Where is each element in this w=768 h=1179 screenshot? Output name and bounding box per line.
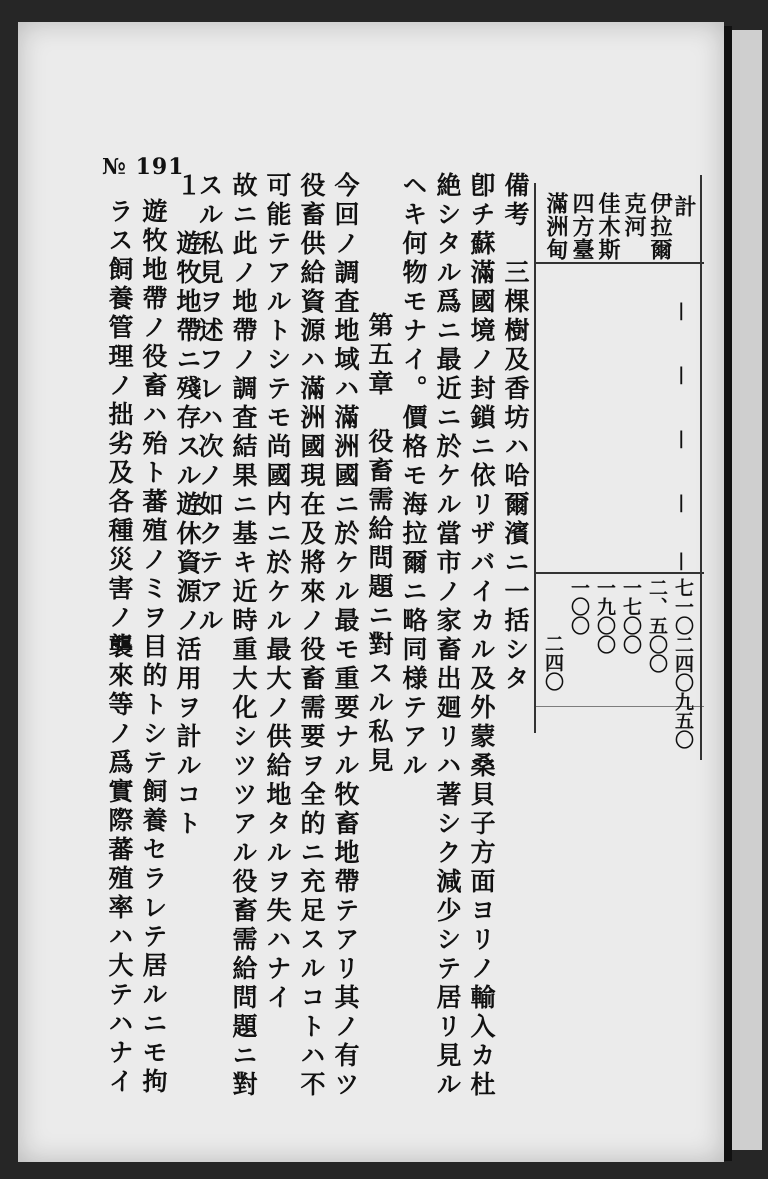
total-value-1: 七一〇二四〇九五〇 [672,578,694,749]
book-next-page-edge [732,30,762,1150]
chapter-heading: 第五章 役畜需給問題ニ對スル私見 [365,312,394,776]
section-heading-1: １ 遊牧地帶ニ殘存スル遊休資源ノ活用ヲ計ルコト [173,172,202,839]
text-line-12: 遊牧地帶ノ役畜ハ殆ト蕃殖ノミヲ目的トシテ飼養セラレテ居ルニモ拘 [139,198,168,1097]
total-value-6: 二四〇 [542,634,564,691]
table-dash-1: | [678,300,685,321]
text-line-9: 故ニ此ノ地帶ノ調査結果ニ基キ近時重大化シツツアル役畜需給問題ニ對 [229,172,258,1100]
row-label-5: 滿洲甸 [543,192,569,261]
total-value-2: 二、五〇〇 [646,578,668,673]
text-line-6: 今回ノ調査地域ハ滿洲國ニ於ケル最モ重要ナル牧畜地帶テアリ其ノ有ツ [331,172,360,1100]
text-line-2: 卽チ蘇滿國境ノ封鎖ニ依リザバイカル及外蒙桑貝子方面ヨリノ輸入カ杜 [467,172,496,1100]
text-line-8: 可能テアルトシテモ尚國内ニ於ケル最大ノ供給地タルヲ失ハナイ [263,172,292,1013]
row-label-2: 克河 [621,192,647,238]
table-total-rule [536,572,704,574]
note-line-1: 備考 三棵樹及香坊ハ哈爾濱ニ一括シタ [501,172,530,694]
table-header-rule [536,262,704,264]
table-top-rule [534,183,536,733]
row-label-3: 佳木斯 [595,192,621,261]
text-line-10: スル私見ヲ述フレハ次ノ如クテアル [195,172,224,636]
total-value-5: 一〇〇 [568,578,590,635]
text-line-3: 絶シタル爲ニ最近ニ於ケル當市ノ家畜出廻リハ著シク減少シテ居リ見ル [433,172,462,1100]
row-label-4: 四方臺 [569,192,595,261]
text-line-13: ラス飼養管理ノ拙劣及各種災害ノ襲來等ノ爲實際蕃殖率ハ大テハナイ [105,198,134,1097]
page-number: № 191 [102,154,185,180]
table-dash-5: | [678,550,685,571]
row-label-1: 伊拉爾 [647,192,673,261]
book-spine-edge [724,26,732,1161]
table-dash-4: | [678,492,685,513]
text-line-7: 役畜供給資源ハ滿洲國現在及將來ノ役畜需要ヲ全的ニ充足スルコトハ不 [297,172,326,1100]
table-header-total: 計 [671,195,697,218]
table-right-rule [700,175,702,760]
total-value-3: 一七〇〇 [620,578,642,654]
total-value-4: 一九〇〇 [594,578,616,654]
table-dash-2: | [678,364,685,385]
table-dash-3: | [678,428,685,449]
text-line-4: ヘキ何物モナイ。價格モ海拉爾ニ略同様テアル [399,172,428,781]
